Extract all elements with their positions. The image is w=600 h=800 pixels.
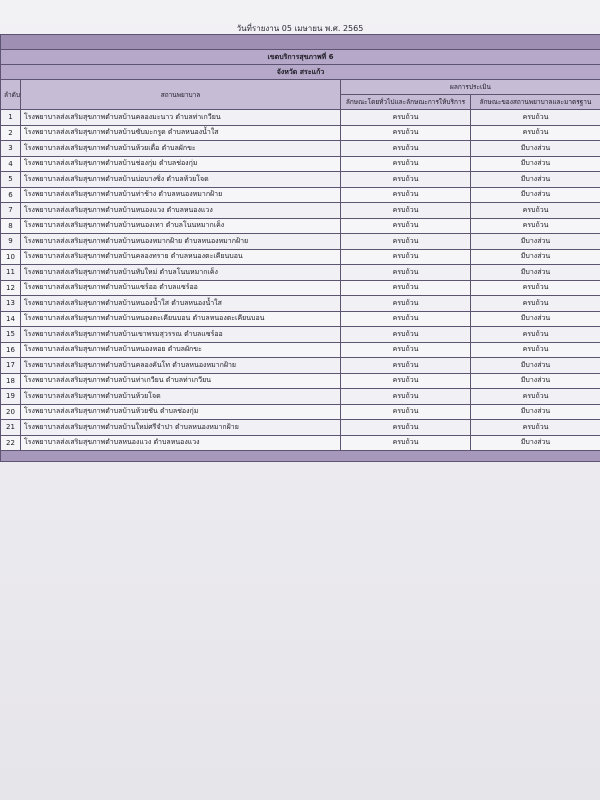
table-row [1, 249, 600, 265]
table-row [1, 342, 600, 358]
standard-result: มีบางส่วน [471, 435, 600, 451]
standard-header: ลักษณะของสถานพยาบาลและมาตรฐาน [471, 95, 600, 110]
row-number: 19 [1, 389, 21, 405]
table-row [1, 234, 600, 250]
province-row [1, 65, 600, 80]
row-number: 10 [1, 249, 21, 265]
facility-name: โรงพยาบาลส่งเสริมสุขภาพตำบลบ้านห้วยชัน ตำบลช่องกุ่ม [21, 404, 341, 420]
row-number: 16 [1, 342, 21, 358]
standard-result: ครบถ้วน [471, 342, 600, 358]
table-bottom-band [1, 451, 600, 462]
row-number: 1 [1, 110, 21, 126]
standard-result: ครบถ้วน [471, 125, 600, 141]
general-result: ครบถ้วน [341, 420, 471, 436]
facility-header: สถานพยาบาล [21, 80, 341, 110]
facility-name: โรงพยาบาลส่งเสริมสุขภาพตำบลบ้านหนองตะเคียนบอน ตำบลหนองตะเคียนบอน [21, 311, 341, 327]
row-number: 11 [1, 265, 21, 281]
general-result: ครบถ้วน [341, 342, 471, 358]
region-row [1, 50, 600, 65]
general-result: ครบถ้วน [341, 249, 471, 265]
facility-name: โรงพยาบาลส่งเสริมสุขภาพตำบลบ้านท่าเกวียน ตำบลท่าเกวียน [21, 373, 341, 389]
table-row [1, 420, 600, 436]
table-row [1, 435, 600, 451]
standard-result: มีบางส่วน [471, 172, 600, 188]
facility-name: โรงพยาบาลส่งเสริมสุขภาพตำบลบ้านคลองทราย ตำบลหนองตะเคียนบอน [21, 249, 341, 265]
row-number: 7 [1, 203, 21, 219]
row-number: 3 [1, 141, 21, 157]
general-result: ครบถ้วน [341, 311, 471, 327]
general-result: ครบถ้วน [341, 172, 471, 188]
table-row [1, 110, 600, 126]
general-result: ครบถ้วน [341, 435, 471, 451]
general-result: ครบถ้วน [341, 156, 471, 172]
standard-result: ครบถ้วน [471, 110, 600, 126]
general-result: ครบถ้วน [341, 125, 471, 141]
header-row [1, 80, 600, 95]
facility-name: โรงพยาบาลส่งเสริมสุขภาพตำบลบ้านห้วยเดื่อ ตำบลผักขะ [21, 141, 341, 157]
row-number: 4 [1, 156, 21, 172]
standard-result: มีบางส่วน [471, 249, 600, 265]
facility-name: โรงพยาบาลส่งเสริมสุขภาพตำบลบ้านหนองน้ำใส ตำบลหนองน้ำใส [21, 296, 341, 312]
facility-name: โรงพยาบาลส่งเสริมสุขภาพตำบลบ้านห้วยโจด [21, 389, 341, 405]
row-number: 20 [1, 404, 21, 420]
province-label: จังหวัด สระแก้ว [1, 65, 600, 80]
row-number: 9 [1, 234, 21, 250]
row-number: 17 [1, 358, 21, 374]
row-number: 6 [1, 187, 21, 203]
facility-name: โรงพยาบาลส่งเสริมสุขภาพตำบลบ้านหนองเทา ตำบลโนนหมากเค็ง [21, 218, 341, 234]
table-row [1, 311, 600, 327]
general-result: ครบถ้วน [341, 404, 471, 420]
row-number: 18 [1, 373, 21, 389]
facility-name: โรงพยาบาลส่งเสริมสุขภาพตำบลบ้านหนองแวง ตำบลหนองแวง [21, 203, 341, 219]
row-number: 2 [1, 125, 21, 141]
row-number: 15 [1, 327, 21, 343]
table-row [1, 172, 600, 188]
general-header: ลักษณะโดยทั่วไปและลักษณะการให้บริการ [341, 95, 471, 110]
facility-name: โรงพยาบาลส่งเสริมสุขภาพตำบลบ้านช่องกุ่ม ตำบลช่องกุ่ม [21, 156, 341, 172]
order-header: ลำดับ [1, 80, 21, 110]
standard-result: มีบางส่วน [471, 311, 600, 327]
standard-result: มีบางส่วน [471, 404, 600, 420]
table-row [1, 358, 600, 374]
facility-name: โรงพยาบาลส่งเสริมสุขภาพตำบลบ้านทับใหม่ ตำบลโนนหมากเค็ง [21, 265, 341, 281]
table-top-band [1, 35, 600, 50]
table-row [1, 125, 600, 141]
general-result: ครบถ้วน [341, 110, 471, 126]
facility-name: โรงพยาบาลส่งเสริมสุขภาพตำบลบ้านหนองหอย ตำบลผักขะ [21, 342, 341, 358]
standard-result: ครบถ้วน [471, 420, 600, 436]
standard-result: ครบถ้วน [471, 327, 600, 343]
report-date: วันที่รายงาน 05 เมษายน พ.ศ. 2565 [236, 24, 364, 33]
general-result: ครบถ้วน [341, 389, 471, 405]
facility-name: โรงพยาบาลส่งเสริมสุขภาพตำบลบ้านท่าช้าง ตำบลหนองหมากฝ้าย [21, 187, 341, 203]
general-result: ครบถ้วน [341, 234, 471, 250]
table-row [1, 203, 600, 219]
table-row [1, 280, 600, 296]
assessment-table [0, 34, 600, 462]
general-result: ครบถ้วน [341, 327, 471, 343]
general-result: ครบถ้วน [341, 280, 471, 296]
row-number: 21 [1, 420, 21, 436]
row-number: 5 [1, 172, 21, 188]
general-result: ครบถ้วน [341, 203, 471, 219]
table-row [1, 265, 600, 281]
standard-result: มีบางส่วน [471, 358, 600, 374]
standard-result: ครบถ้วน [471, 389, 600, 405]
standard-result: ครบถ้วน [471, 296, 600, 312]
standard-result: มีบางส่วน [471, 187, 600, 203]
table-row [1, 218, 600, 234]
standard-result: ครบถ้วน [471, 280, 600, 296]
standard-result: มีบางส่วน [471, 156, 600, 172]
facility-name: โรงพยาบาลส่งเสริมสุขภาพตำบลบ้านคลองคันโท ตำบลหนองหมากฝ้าย [21, 358, 341, 374]
standard-result: มีบางส่วน [471, 234, 600, 250]
result-group-header: ผลการประเมิน [341, 80, 600, 95]
facility-name: โรงพยาบาลส่งเสริมสุขภาพตำบลบ้านแซร์ออ ตำบลแซร์ออ [21, 280, 341, 296]
standard-result: ครบถ้วน [471, 218, 600, 234]
standard-result: มีบางส่วน [471, 265, 600, 281]
general-result: ครบถ้วน [341, 296, 471, 312]
table-row [1, 187, 600, 203]
standard-result: ครบถ้วน [471, 203, 600, 219]
table-row [1, 404, 600, 420]
facility-name: โรงพยาบาลส่งเสริมสุขภาพตำบลบ้านคลองมะนาว ตำบลท่าเกวียน [21, 110, 341, 126]
region-label: เขตบริการสุขภาพที่ 6 [1, 50, 600, 65]
general-result: ครบถ้วน [341, 187, 471, 203]
facility-name: โรงพยาบาลส่งเสริมสุขภาพตำบลบ้านหนองหมากฝ้าย ตำบลหนองหมากฝ้าย [21, 234, 341, 250]
table-row [1, 156, 600, 172]
table-row [1, 296, 600, 312]
row-number: 8 [1, 218, 21, 234]
table-row [1, 141, 600, 157]
standard-result: มีบางส่วน [471, 141, 600, 157]
facility-name: โรงพยาบาลส่งเสริมสุขภาพตำบลบ้านบ่อบางซิ่ง ตำบลห้วยโจด [21, 172, 341, 188]
facility-name: โรงพยาบาลส่งเสริมสุขภาพตำบลบ้านใหม่ศรีจำปา ตำบลหนองหมากฝ้าย [21, 420, 341, 436]
general-result: ครบถ้วน [341, 218, 471, 234]
general-result: ครบถ้วน [341, 373, 471, 389]
general-result: ครบถ้วน [341, 141, 471, 157]
table-row [1, 389, 600, 405]
general-result: ครบถ้วน [341, 265, 471, 281]
general-result: ครบถ้วน [341, 358, 471, 374]
table-row [1, 373, 600, 389]
row-number: 14 [1, 311, 21, 327]
standard-result: มีบางส่วน [471, 373, 600, 389]
facility-name: โรงพยาบาลส่งเสริมสุขภาพตำบลบ้านเขาพรมสุวรรณ ตำบลแซร์ออ [21, 327, 341, 343]
row-number: 13 [1, 296, 21, 312]
row-number: 12 [1, 280, 21, 296]
facility-name: โรงพยาบาลส่งเสริมสุขภาพตำบลหนองแวง ตำบลหนองแวง [21, 435, 341, 451]
table-row [1, 327, 600, 343]
facility-name: โรงพยาบาลส่งเสริมสุขภาพตำบลบ้านซับมะกรูด ตำบลหนองน้ำใส [21, 125, 341, 141]
row-number: 22 [1, 435, 21, 451]
